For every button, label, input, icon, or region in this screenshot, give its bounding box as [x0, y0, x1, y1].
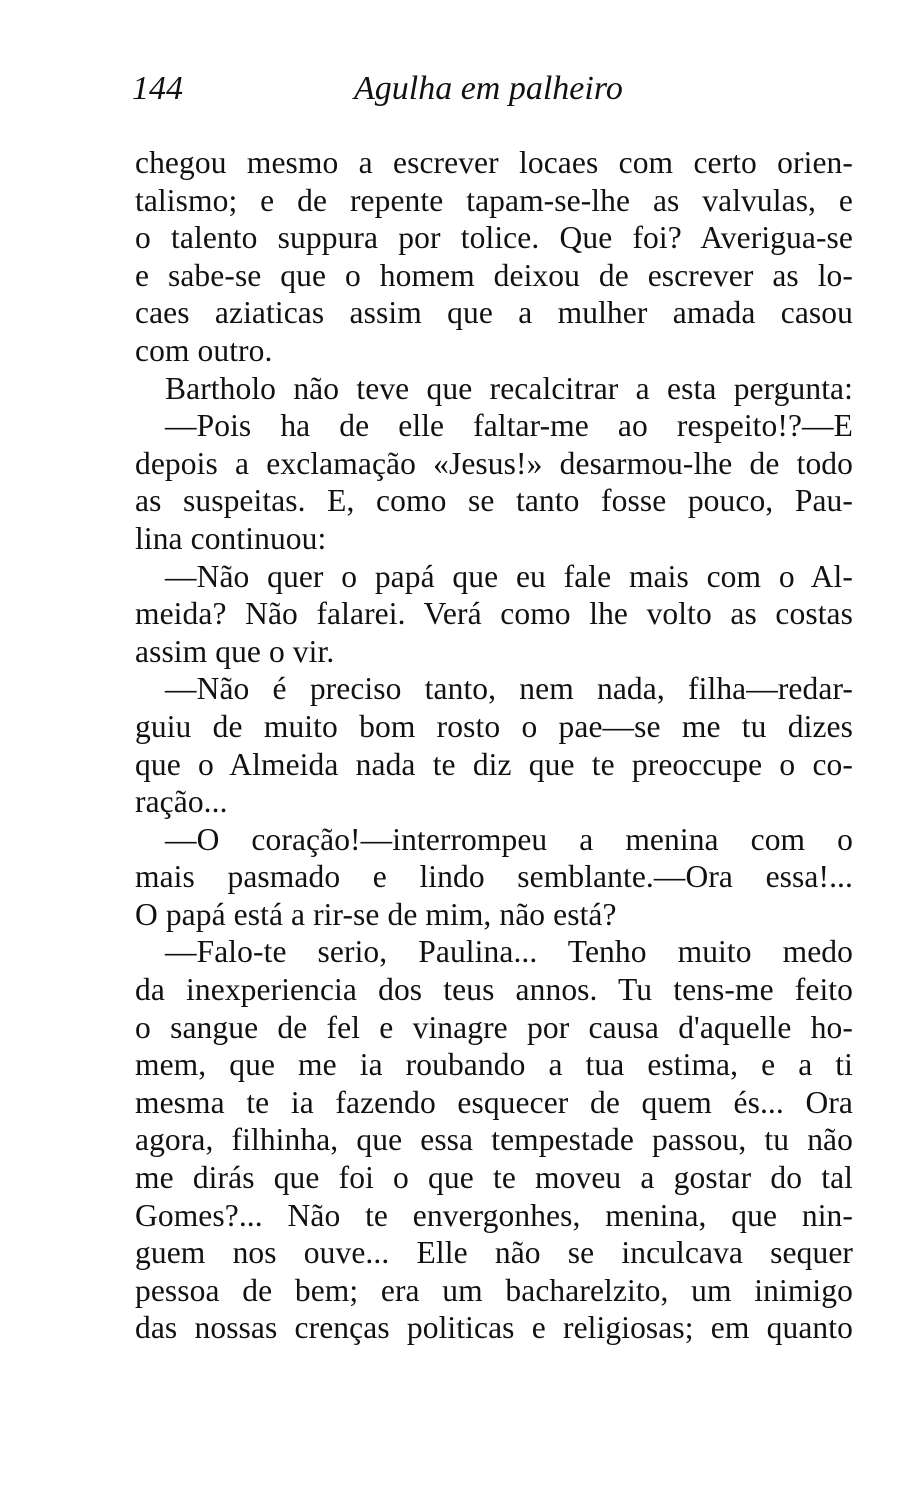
text-line: mesma te ia fazendo esquecer de quem és... Ora — [135, 1084, 853, 1120]
text-line: o talento suppura por tolice. Que foi? Averigua-se — [135, 220, 853, 256]
text-line: e sabe-se que o homem deixou de escrever as lo- — [135, 257, 853, 293]
text-line: —Falo-te serio, Paulina... Tenho muito medo — [165, 934, 853, 970]
text-line: guem nos ouve... Elle não se inculcava sequer — [135, 1235, 853, 1271]
text-line: com outro. — [135, 332, 273, 368]
text-line: mais pasmado e lindo semblante.—Ora essa!... — [135, 859, 853, 895]
text-line: talismo; e de repente tapam-se-lhe as valvulas, e — [135, 182, 853, 218]
text-line: depois a exclamação «Jesus!» desarmou-lhe de todo — [135, 445, 853, 481]
page-number: 144 — [132, 70, 183, 107]
text-line: mem, que me ia roubando a tua estima, e a ti — [135, 1047, 853, 1083]
text-line: lina continuou: — [135, 520, 327, 556]
text-line: —Não é preciso tanto, nem nada, filha—redar- — [165, 671, 853, 707]
text-line: pessoa de bem; era um bacharelzito, um inimigo — [135, 1272, 853, 1308]
body-text — [135, 144, 853, 1347]
text-line: guiu de muito bom rosto o pae—se me tu dizes — [135, 708, 853, 744]
text-line: assim que o vir. — [135, 633, 335, 669]
text-line: das nossas crenças politicas e religiosas; em quanto — [135, 1310, 853, 1346]
text-line: —Pois ha de elle faltar-me ao respeito!?—E — [165, 408, 853, 444]
text-line: o sangue de fel e vinagre por causa d'aquelle ho- — [135, 1009, 853, 1045]
text-line: —O coração!—interrompeu a menina com o — [165, 821, 853, 857]
text-line: as suspeitas. E, como se tanto fosse pouco, Pau- — [135, 483, 853, 519]
text-line: chegou mesmo a escrever locaes com certo orien- — [135, 145, 853, 180]
text-line: Bartholo não teve que recalcitrar a esta pergunta: — [165, 370, 853, 406]
text-line: meida? Não falarei. Verá como lhe volto as costas — [135, 596, 853, 632]
text-line: que o Almeida nada te diz que te preoccupe o co- — [135, 746, 853, 782]
text-line: da inexperiencia dos teus annos. Tu tens-me feito — [135, 972, 853, 1008]
text-line: Gomes?... Não te envergonhes, menina, que nin- — [135, 1197, 853, 1233]
text-line: ração... — [135, 784, 228, 820]
text-line: caes aziaticas assim que a mulher amada casou — [135, 295, 853, 331]
running-title: Agulha em palheiro — [354, 70, 623, 107]
text-line: me dirás que foi o que te moveu a gostar do tal — [135, 1160, 853, 1196]
text-line: agora, filhinha, que essa tempestade passou, tu não — [135, 1122, 853, 1158]
text-line: —Não quer o papá que eu fale mais com o Al- — [165, 558, 853, 594]
page-header — [132, 70, 852, 120]
text-line: O papá está a rir-se de mim, não está? — [135, 896, 617, 932]
